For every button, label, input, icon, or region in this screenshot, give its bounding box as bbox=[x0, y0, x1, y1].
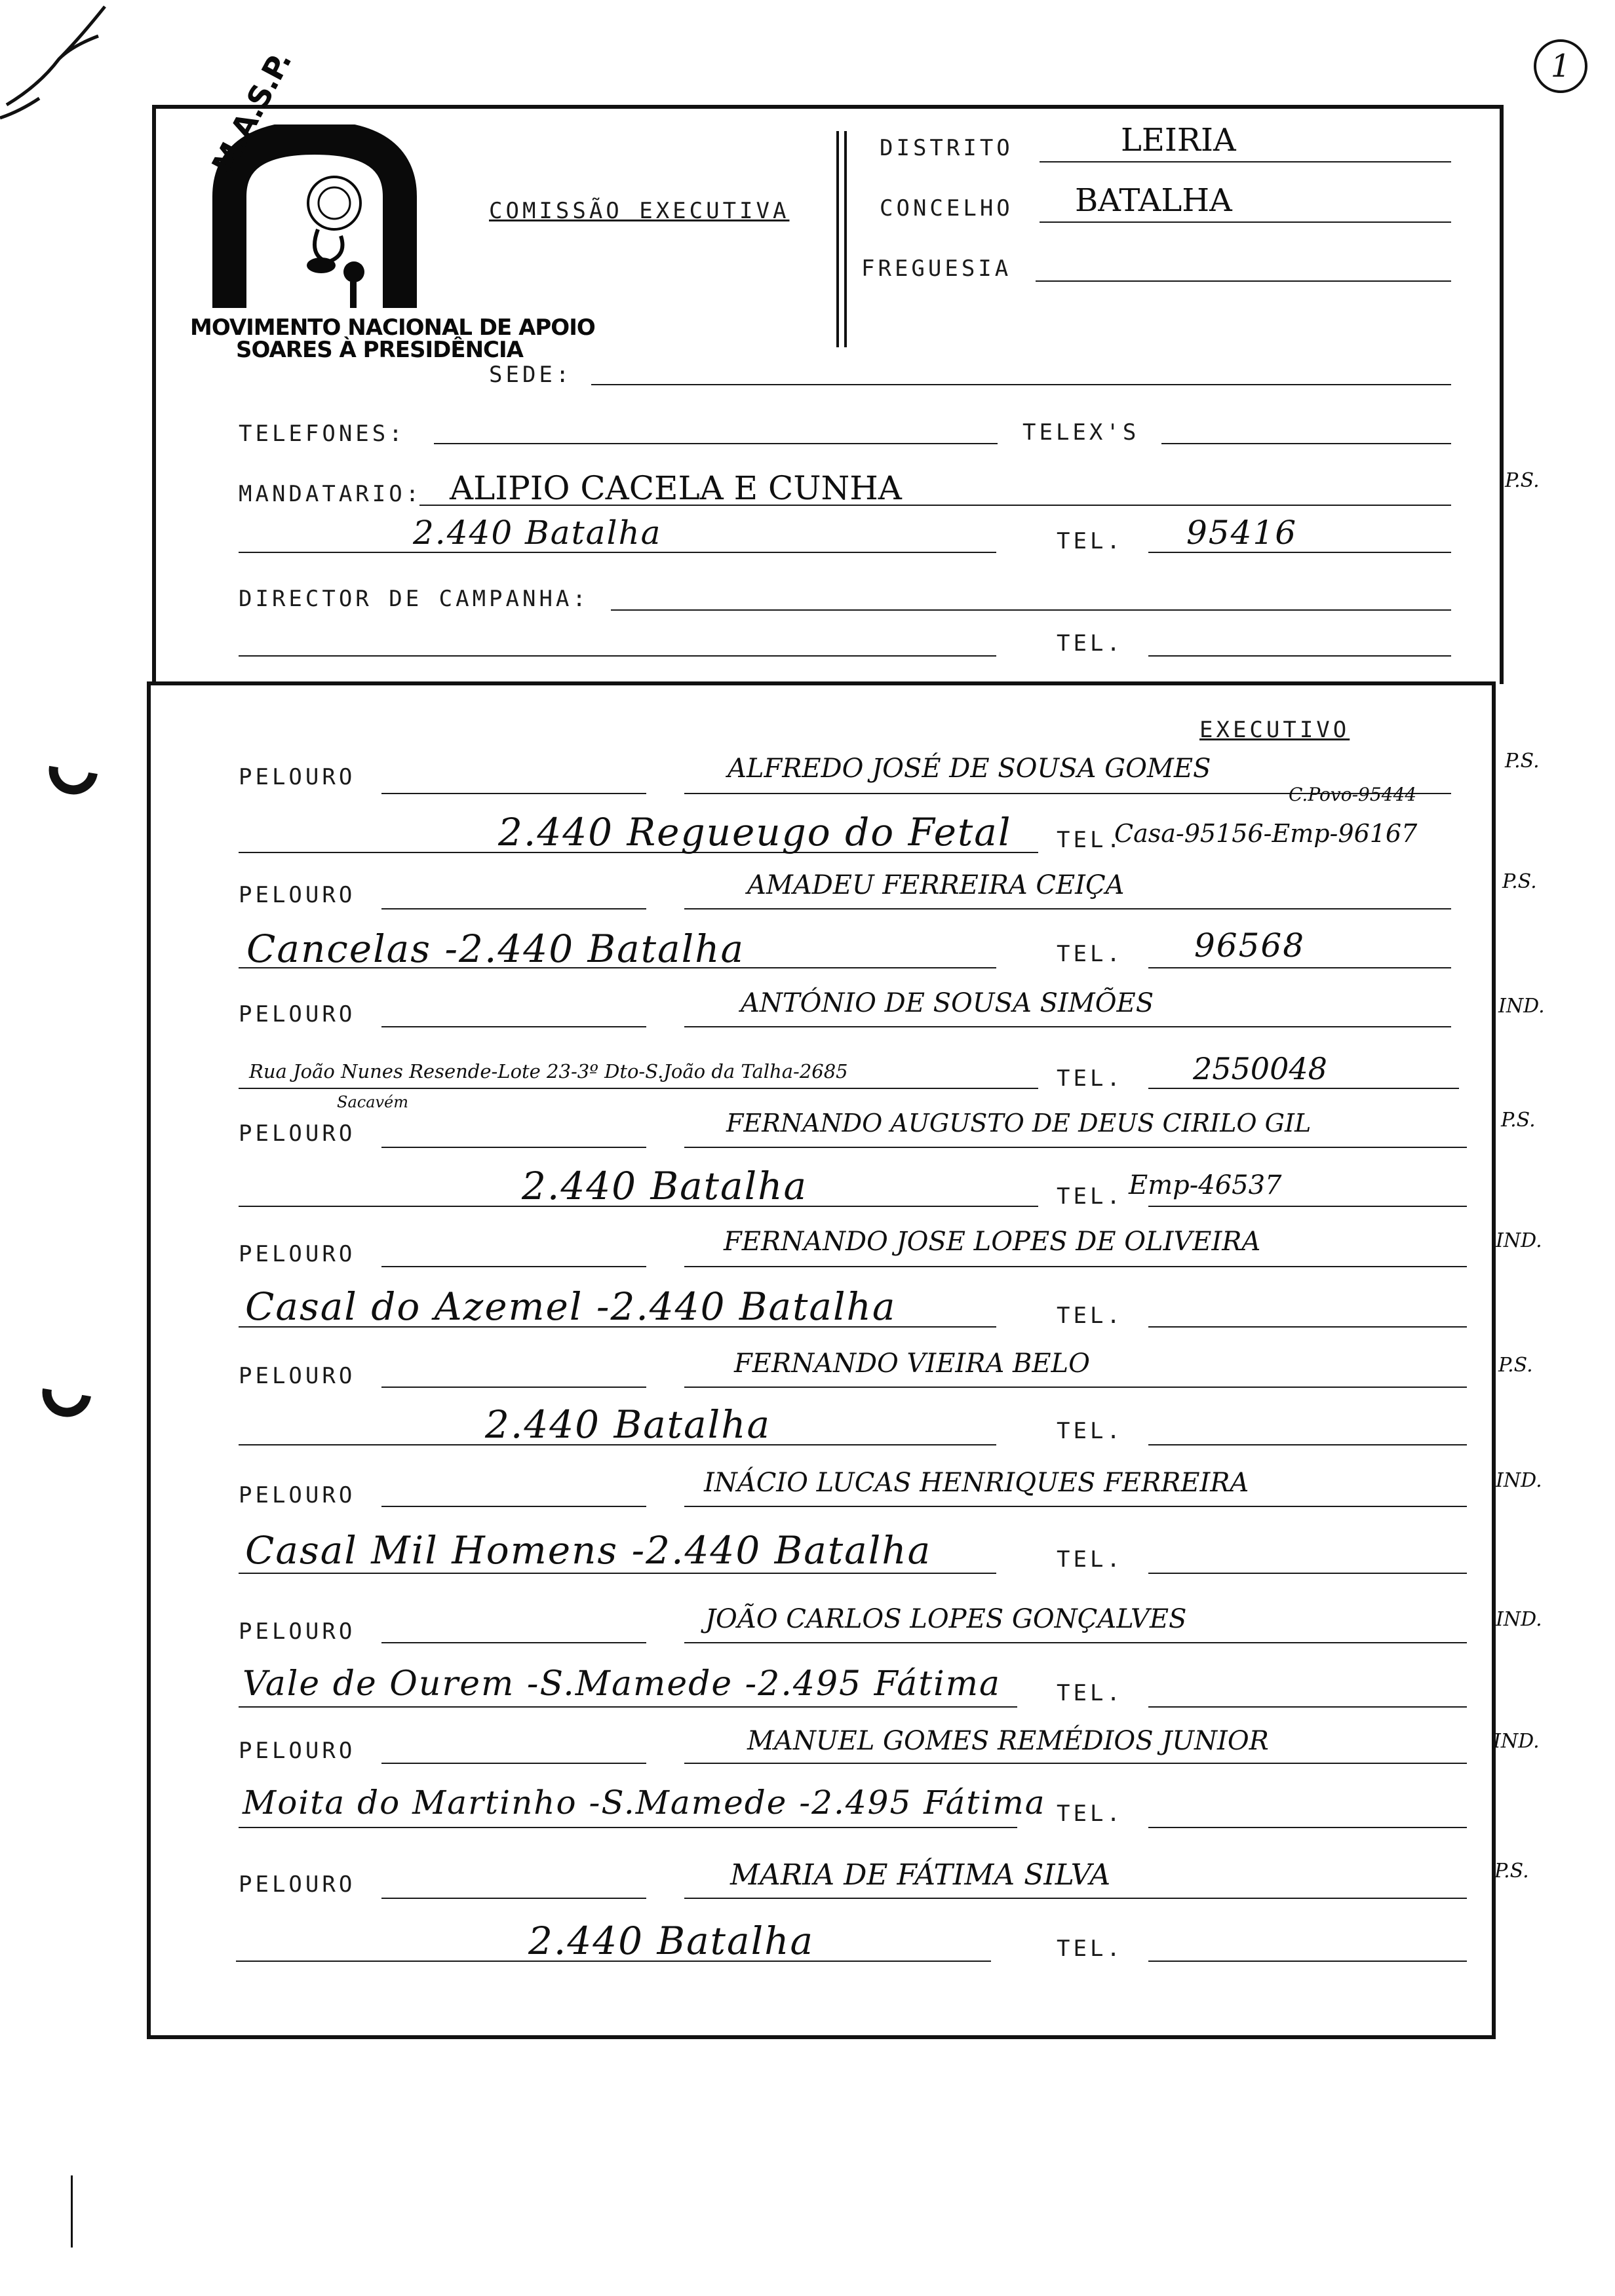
entry-3-address-note: Sacavém bbox=[337, 1093, 409, 1111]
entry-4-name: FERNANDO AUGUSTO DE DEUS CIRILO GIL bbox=[726, 1109, 1312, 1138]
pelouro-label-1: PELOURO bbox=[239, 764, 356, 790]
corner-scratch bbox=[0, 0, 131, 134]
entry-2-address: Cancelas -2.440 Batalha bbox=[246, 927, 745, 971]
entry-10-address: 2.440 Batalha bbox=[528, 1919, 815, 1963]
mandatario-party: P.S. bbox=[1505, 469, 1540, 492]
entry-10-tel-label: TEL. bbox=[1057, 1936, 1123, 1962]
pelouro-label-8: PELOURO bbox=[239, 1618, 356, 1645]
mandatario-address: 2.440 Batalha bbox=[413, 514, 662, 552]
entry-3-name: ANTÓNIO DE SOUSA SIMÕES bbox=[741, 988, 1154, 1018]
director-tel-label: TEL. bbox=[1057, 630, 1123, 657]
entry-2-party: P.S. bbox=[1502, 870, 1537, 893]
entry-3-tel-label: TEL. bbox=[1057, 1065, 1123, 1092]
entry-1-party: P.S. bbox=[1505, 750, 1540, 773]
concelho-label: CONCELHO bbox=[880, 195, 1013, 221]
entry-8-tel-label: TEL. bbox=[1057, 1680, 1123, 1706]
entry-4-address: 2.440 Batalha bbox=[522, 1164, 808, 1208]
distrito-value: LEIRIA bbox=[1121, 122, 1236, 159]
masp-logo bbox=[190, 45, 595, 363]
entry-1-tel-note: C.Povo-95444 bbox=[1289, 784, 1417, 805]
entry-4-party: P.S. bbox=[1501, 1109, 1536, 1132]
entry-4-tel: Emp-46537 bbox=[1129, 1170, 1282, 1200]
entry-10-name: MARIA DE FÁTIMA SILVA bbox=[730, 1858, 1111, 1892]
pelouro-label-10: PELOURO bbox=[239, 1871, 356, 1898]
distrito-label: DISTRITO bbox=[880, 135, 1013, 161]
director-label: DIRECTOR DE CAMPANHA: bbox=[239, 586, 589, 612]
pelouro-label-9: PELOURO bbox=[239, 1738, 356, 1764]
entry-3-address: Rua João Nunes Resende-Lote 23-3º Dto-S.João da Talha-2685 bbox=[249, 1060, 848, 1082]
logo-acronym: M.A.S.P. bbox=[204, 45, 299, 180]
pelouro-label-4: PELOURO bbox=[239, 1120, 356, 1147]
entry-8-address: Vale de Ourem -S.Mamede -2.495 Fátima bbox=[243, 1664, 1002, 1704]
entry-5-party: IND. bbox=[1496, 1229, 1542, 1252]
entry-2-tel-label: TEL. bbox=[1057, 941, 1123, 967]
entry-7-address: Casal Mil Homens -2.440 Batalha bbox=[245, 1528, 932, 1573]
page-number: 1 bbox=[1534, 39, 1587, 93]
entry-6-party: P.S. bbox=[1498, 1354, 1533, 1377]
entry-4-tel-label: TEL. bbox=[1057, 1183, 1123, 1210]
margin-mark bbox=[71, 2175, 73, 2248]
concelho-value: BATALHA bbox=[1075, 182, 1232, 219]
entry-7-party: IND. bbox=[1496, 1469, 1542, 1492]
entry-1-name: ALFREDO JOSÉ DE SOUSA GOMES bbox=[728, 754, 1211, 784]
pelouro-label-5: PELOURO bbox=[239, 1241, 356, 1267]
entry-9-tel-label: TEL. bbox=[1057, 1801, 1123, 1827]
binder-hole-top bbox=[47, 754, 100, 802]
pelouro-label-6: PELOURO bbox=[239, 1363, 356, 1389]
entry-6-address: 2.440 Batalha bbox=[485, 1402, 771, 1447]
entry-3-party: IND. bbox=[1498, 995, 1545, 1018]
sede-label: SEDE: bbox=[489, 362, 573, 388]
mandatario-tel: 95416 bbox=[1186, 514, 1298, 552]
separator-left bbox=[836, 131, 839, 347]
entry-9-address: Moita do Martinho -S.Mamede -2.495 Fátima bbox=[243, 1784, 1046, 1822]
entry-6-tel-label: TEL. bbox=[1057, 1418, 1123, 1444]
entry-7-tel-label: TEL. bbox=[1057, 1546, 1123, 1573]
freguesia-label: FREGUESIA bbox=[861, 256, 1012, 282]
mandatario-name: ALIPIO CACELA E CUNHA bbox=[450, 469, 902, 507]
entry-9-name: MANUEL GOMES REMÉDIOS JUNIOR bbox=[747, 1726, 1269, 1756]
binder-hole-bottom bbox=[41, 1376, 93, 1425]
executivo-label: EXECUTIVO bbox=[1199, 717, 1350, 743]
entry-3-tel: 2550048 bbox=[1193, 1051, 1327, 1086]
pelouro-label-3: PELOURO bbox=[239, 1001, 356, 1027]
entry-1-tel-label: TEL. bbox=[1057, 827, 1123, 853]
entry-2-tel: 96568 bbox=[1194, 927, 1306, 965]
mandatario-label: MANDATARIO: bbox=[239, 481, 423, 507]
comissao-executiva: COMISSÃO EXECUTIVA bbox=[489, 198, 790, 224]
logo-line1: MOVIMENTO NACIONAL DE APOIO bbox=[190, 315, 595, 341]
entry-8-party: IND. bbox=[1496, 1608, 1542, 1631]
mandatario-tel-label: TEL. bbox=[1057, 528, 1123, 554]
entry-5-name: FERNANDO JOSE LOPES DE OLIVEIRA bbox=[724, 1227, 1261, 1257]
entry-1-tel: Casa-95156-Emp-96167 bbox=[1114, 819, 1418, 848]
pelouro-label-2: PELOURO bbox=[239, 882, 356, 908]
entry-2-name: AMADEU FERREIRA CEIÇA bbox=[747, 870, 1125, 900]
telex-label: TELEX'S bbox=[1022, 419, 1140, 446]
entry-1-address: 2.440 Regueugo do Fetal bbox=[498, 810, 1012, 854]
entry-8-name: JOÃO CARLOS LOPES GONÇALVES bbox=[705, 1604, 1187, 1634]
entry-7-name: INÁCIO LUCAS HENRIQUES FERREIRA bbox=[704, 1468, 1249, 1498]
entry-6-name: FERNANDO VIEIRA BELO bbox=[734, 1349, 1090, 1379]
entry-10-party: P.S. bbox=[1494, 1860, 1529, 1883]
entry-5-address: Casal do Azemel -2.440 Batalha bbox=[245, 1284, 897, 1329]
telefones-label: TELEFONES: bbox=[239, 421, 406, 447]
pelouro-label-7: PELOURO bbox=[239, 1482, 356, 1508]
separator-right bbox=[844, 131, 847, 347]
logo-line2: SOARES À PRESIDÊNCIA bbox=[236, 337, 523, 363]
entry-9-party: IND. bbox=[1493, 1730, 1540, 1753]
entry-5-tel-label: TEL. bbox=[1057, 1303, 1123, 1329]
